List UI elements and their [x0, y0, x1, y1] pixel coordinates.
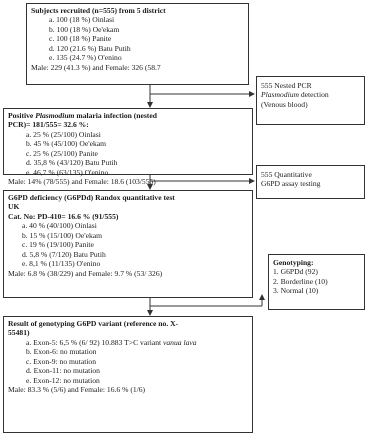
district-item: d. 5,8 % (7/120) Batu Putih	[22, 249, 106, 259]
assay-line-1: 555 Quantitative	[261, 170, 312, 179]
malaria-positive-box	[3, 108, 253, 187]
exon-item: b. Exon-6: no mutation	[26, 347, 97, 357]
g6pd-deficiency-title-2: UK	[8, 202, 20, 212]
district-item: d. 35,8 % (43/120) Batu Putih	[26, 158, 118, 168]
g6pd-deficiency-catalog: Cat. No: PD-410= 16.6 % (91/555)	[8, 211, 119, 221]
district-item: a. 40 % (40/100) Oinlasi	[22, 221, 97, 231]
assay-line-2: G6PD assay testing	[261, 179, 321, 189]
exon-item: d. Exon-11: no mutation	[26, 366, 100, 376]
malaria-positive-title: Positive Plasmodium malaria infection (nested	[8, 111, 157, 120]
g6pd-deficiency-title: G6PD deficiency (G6PDd) Randox quantitative test	[8, 193, 175, 202]
genotyping-item: 1. G6PDd (92)	[273, 267, 318, 277]
exon-item: a. Exon-5: 6,5 % (6/ 92) 10.883 T>C variant vanua lava	[26, 337, 197, 347]
sex-distribution: Male: 6.8 % (38/229) and Female: 9.7 % (53/ 326)	[8, 268, 163, 278]
pcr-line-3: (Venous blood)	[261, 99, 308, 109]
malaria-positive-title-2: PCR)= 181/555= 32.6 %:	[8, 120, 89, 130]
sex-distribution: Male: 14% (78/555) and Female: 18.6 (103/555)	[8, 177, 156, 187]
district-item: e. 135 (24.7 %) O'enino	[49, 53, 122, 63]
exon-item: e. Exon-12: no mutation	[26, 375, 100, 385]
district-item: e. 46,7 % (63/135) O'enino	[26, 167, 109, 177]
g6pd-assay-box	[256, 165, 365, 199]
exon-item: c. Exon-9: no mutation	[26, 356, 97, 366]
genotyping-title: Genotyping:	[273, 258, 314, 267]
pcr-line-2: Plasmodium detection	[261, 90, 329, 100]
genotyping-item: 2. Borderline (10)	[273, 276, 328, 286]
genotyping-result-box	[3, 316, 253, 433]
district-item: b. 45 % (45/100) Oe'ekam	[26, 139, 107, 149]
district-item: e. 8,1 % (11/135) O'enino	[22, 259, 101, 269]
sex-distribution: Male: 83.3 % (5/6) and Female: 16.6 % (1/6)	[8, 385, 146, 395]
genotyping-result-title-2: 55481)	[8, 328, 30, 338]
subjects-recruited-box	[26, 3, 249, 85]
district-item: b. 100 (18 %) Oe'ekam	[49, 24, 120, 34]
g6pd-deficiency-box	[3, 190, 253, 298]
genotyping-result-title: Result of genotyping G6PD variant (reference no. X-	[8, 319, 179, 328]
district-item: a. 25 % (25/100) Oinlasi	[26, 129, 101, 139]
pcr-line-1: 555 Nested PCR	[261, 81, 312, 90]
district-item: b. 15 % (15/100) Oe'ekam	[22, 230, 103, 240]
district-item: a. 100 (18 %) Oinlasi	[49, 15, 115, 25]
district-item: c. 100 (18 %) Panite	[49, 34, 112, 44]
nested-pcr-box	[256, 76, 365, 125]
subjects-recruited-title: Subjects recruited (n=555) from 5 district	[31, 6, 166, 15]
sex-distribution: Male: 229 (41.3 %) and Female: 326 (58.7	[31, 62, 161, 72]
genotyping-box	[268, 254, 365, 310]
district-item: c. 19 % (19/100) Panite	[22, 240, 94, 250]
district-item: c. 25 % (25/100) Panite	[26, 148, 98, 158]
district-item: d. 120 (21.6 %) Batu Putih	[49, 43, 131, 53]
genotyping-item: 3. Normal (10)	[273, 286, 319, 296]
